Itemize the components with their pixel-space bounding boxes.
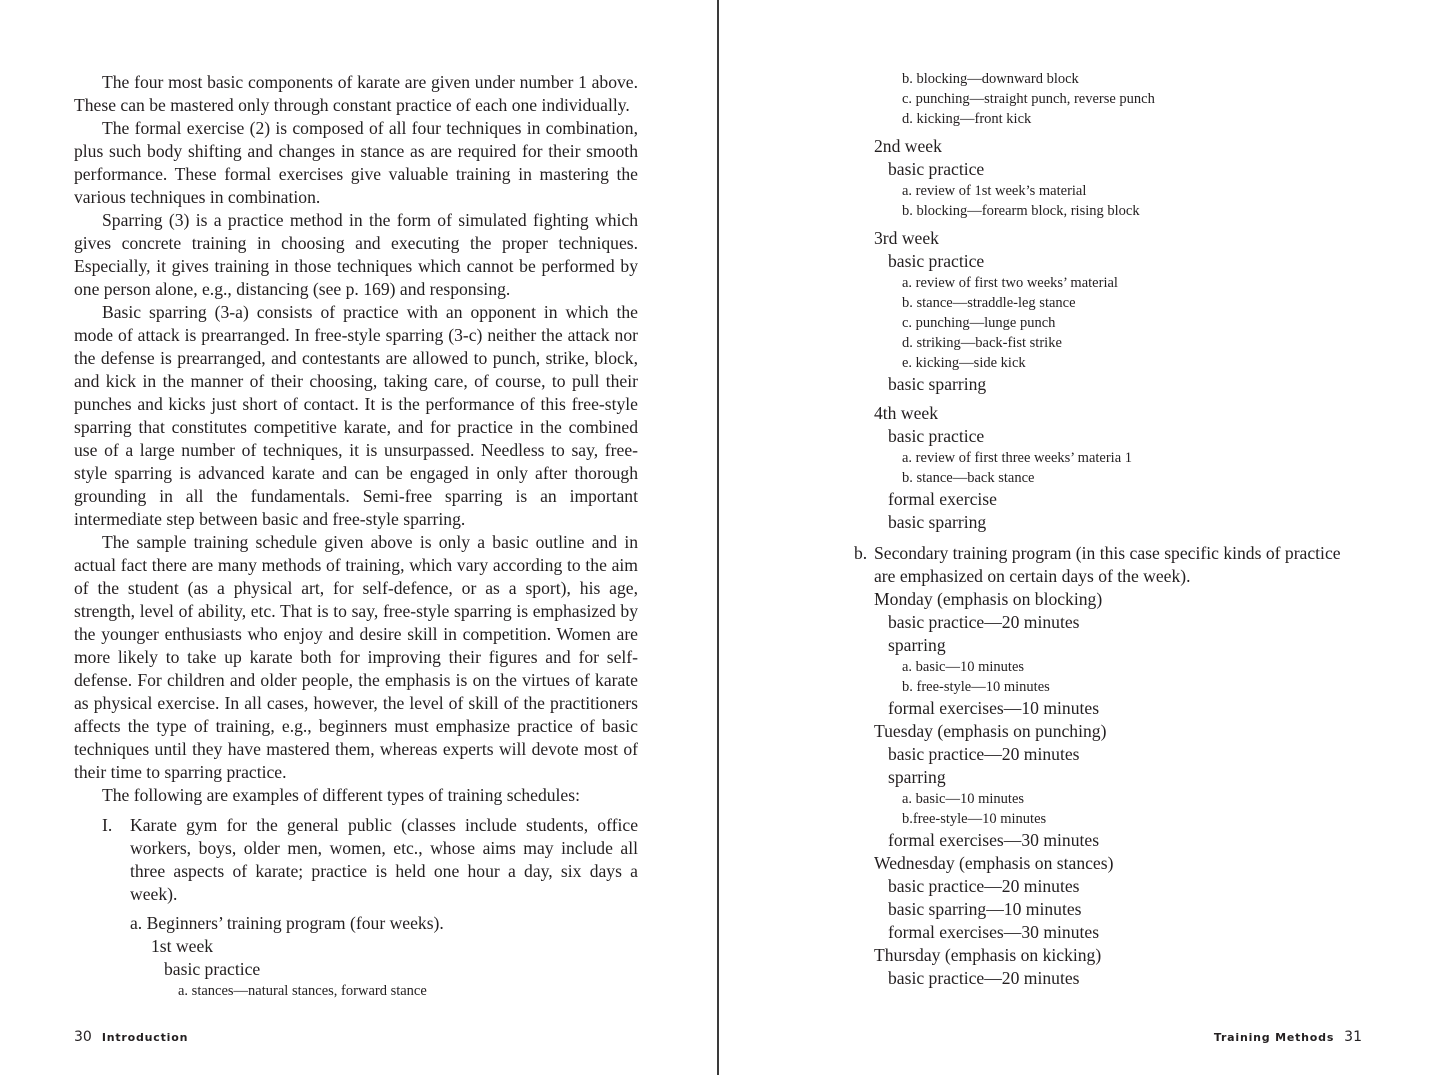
wednesday-basic-practice: basic practice—20 minutes <box>888 876 1080 896</box>
running-head-left: Introduction <box>101 1031 189 1044</box>
week-4-formal-exercise: formal exercise <box>888 489 997 509</box>
week-2-basic-practice: basic practice <box>888 159 985 179</box>
page-number-left: 30 <box>74 1029 92 1045</box>
secondary-program <box>719 542 1364 588</box>
tuesday-formal-exercises: formal exercises—30 minutes <box>888 830 1100 850</box>
list-item-I-text: Karate gym for the general public (classes include students, office workers, boys, older men, women, etc., whose aims may include all three aspects of karate; practice is held one hour a day, six days a week). <box>130 815 638 904</box>
right-page <box>719 0 1437 1075</box>
wednesday-basic-sparring: basic sparring—10 minutes <box>888 899 1082 919</box>
footer-left <box>74 1026 188 1045</box>
week-4-item-a: a. review of first three weeks’ materia 1 <box>902 450 1133 466</box>
tuesday-sparring-item-a: a. basic—10 minutes <box>902 791 1025 807</box>
week-4-basic-sparring: basic sparring <box>888 512 987 532</box>
tuesday-basic-practice: basic practice—20 minutes <box>888 744 1080 764</box>
secondary-program-text: Secondary training program (in this case specific kinds of practice are emphasized on certain days of the week). <box>874 543 1341 586</box>
week-2-item-b: b. blocking—forearm block, rising block <box>902 203 1140 219</box>
week-3-basic-practice: basic practice <box>888 251 985 271</box>
list-item-I <box>74 814 638 906</box>
week-1-item-d: d. kicking—front kick <box>902 111 1032 127</box>
paragraph-basic-sparring: Basic sparring (3-a) consists of practice with an opponent in which the mode of attack is prearranged. In free-style sparring (3-c) neither the attack nor the defense is prearranged, and contestants are allowed to punch, strike, block, and kick in the manner of their choosing, taking care, of course, to pull their punches and kicks just short of contact. It is the performance of this free-style sparring that constitutes competitive karate, and for practice in the combined use of a large number of techniques, it is unsurpassed. Needless to say, free-style sparring is advanced karate and can be engaged in only after thorough grounding in all the fundamentals. Semi-free sparring is an important intermediate step between basic and free-style sparring. <box>74 302 638 529</box>
wednesday-heading: Wednesday (emphasis on stances) <box>874 853 1114 873</box>
week-4-item-b: b. stance—back stance <box>902 470 1035 486</box>
beginners-schedule <box>74 912 638 1001</box>
week-2-heading: 2nd week <box>874 136 942 156</box>
tuesday-sparring: sparring <box>888 767 946 787</box>
right-body-text <box>719 69 1437 990</box>
week-3-item-a: a. review of first two weeks’ material <box>902 275 1118 291</box>
week-3-basic-sparring: basic sparring <box>888 374 987 394</box>
monday-sparring: sparring <box>888 635 946 655</box>
secondary-program-marker: b. <box>854 543 868 563</box>
week-3-item-b: b. stance—straddle-leg stance <box>902 295 1076 311</box>
week-1-item-a: a. stances—natural stances, forward stance <box>178 983 427 999</box>
week-3-item-e: e. kicking—side kick <box>902 355 1026 371</box>
wednesday-formal-exercises: formal exercises—30 minutes <box>888 922 1100 942</box>
page-number-right: 31 <box>1344 1029 1362 1045</box>
list-marker-I: I. <box>102 815 113 835</box>
program-a-heading: a. Beginners’ training program (four weeks). <box>130 913 444 933</box>
week-1-basic-practice: basic practice <box>164 959 261 979</box>
running-head-right: Training Methods <box>1213 1031 1335 1044</box>
week-2-item-a: a. review of 1st week’s material <box>902 183 1087 199</box>
footer-right <box>1214 1026 1362 1045</box>
monday-heading: Monday (emphasis on blocking) <box>874 589 1103 609</box>
monday-formal-exercises: formal exercises—10 minutes <box>888 698 1100 718</box>
week-1-item-b: b. blocking—downward block <box>902 71 1079 87</box>
monday-basic-practice: basic practice—20 minutes <box>888 612 1080 632</box>
left-page <box>0 0 717 1075</box>
paragraph-formal-exercise: The formal exercise (2) is composed of all four techniques in combination, plus such body shifting and changes in stance as are required for their smooth performance. These formal exercises give valuable training in mastering the various techniques in combination. <box>74 118 638 207</box>
tuesday-sparring-item-b: b.free-style—10 minutes <box>902 811 1047 827</box>
paragraph-sample-schedule: The sample training schedule given above is only a basic outline and in actual fact there are many methods of training, which vary according to the aim of the student (as a physical art, for self-defence, or as a sport), his age, strength, level of ability, etc. That is to say, free-style sparring is emphasized by the younger enthusiasts who enjoy and desire skill in competition. Women are more likely to take up karate both for improving their figures and for self-defense. For children and older people, the emphasis is on the virtues of karate as physical exercise. In all cases, however, the level of skill of the practitioners affects the type of training, e.g., beginners must emphasize practice of basic techniques until they have mastered them, whereas experts will devote most of their time to sparring practice. <box>74 532 638 782</box>
tuesday-heading: Tuesday (emphasis on punching) <box>874 721 1107 741</box>
week-3-heading: 3rd week <box>874 228 939 248</box>
week-3-item-c: c. punching—lunge punch <box>902 315 1056 331</box>
thursday-basic-practice: basic practice—20 minutes <box>888 968 1080 988</box>
left-body-text <box>74 71 638 1001</box>
thursday-heading: Thursday (emphasis on kicking) <box>874 945 1102 965</box>
week-4-heading: 4th week <box>874 403 939 423</box>
week-3-item-d: d. striking—back-fist strike <box>902 335 1062 351</box>
paragraph-basic-components: The four most basic components of karate are given under number 1 above. These can be mastered only through constant practice of each one individually. <box>74 72 638 115</box>
paragraph-sparring: Sparring (3) is a practice method in the form of simulated fighting which gives concrete training in choosing and executing the proper techniques. Especially, it gives training in those techniques which cannot be performed by one person alone, e.g., distancing (see p. 169) and responsing. <box>74 210 638 299</box>
paragraph-examples-intro: The following are examples of different types of training schedules: <box>102 785 580 805</box>
monday-sparring-item-b: b. free-style—10 minutes <box>902 679 1050 695</box>
week-1-item-c: c. punching—straight punch, reverse punch <box>902 91 1155 107</box>
week-1-heading: 1st week <box>151 936 214 956</box>
week-4-basic-practice: basic practice <box>888 426 985 446</box>
monday-sparring-item-a: a. basic—10 minutes <box>902 659 1025 675</box>
